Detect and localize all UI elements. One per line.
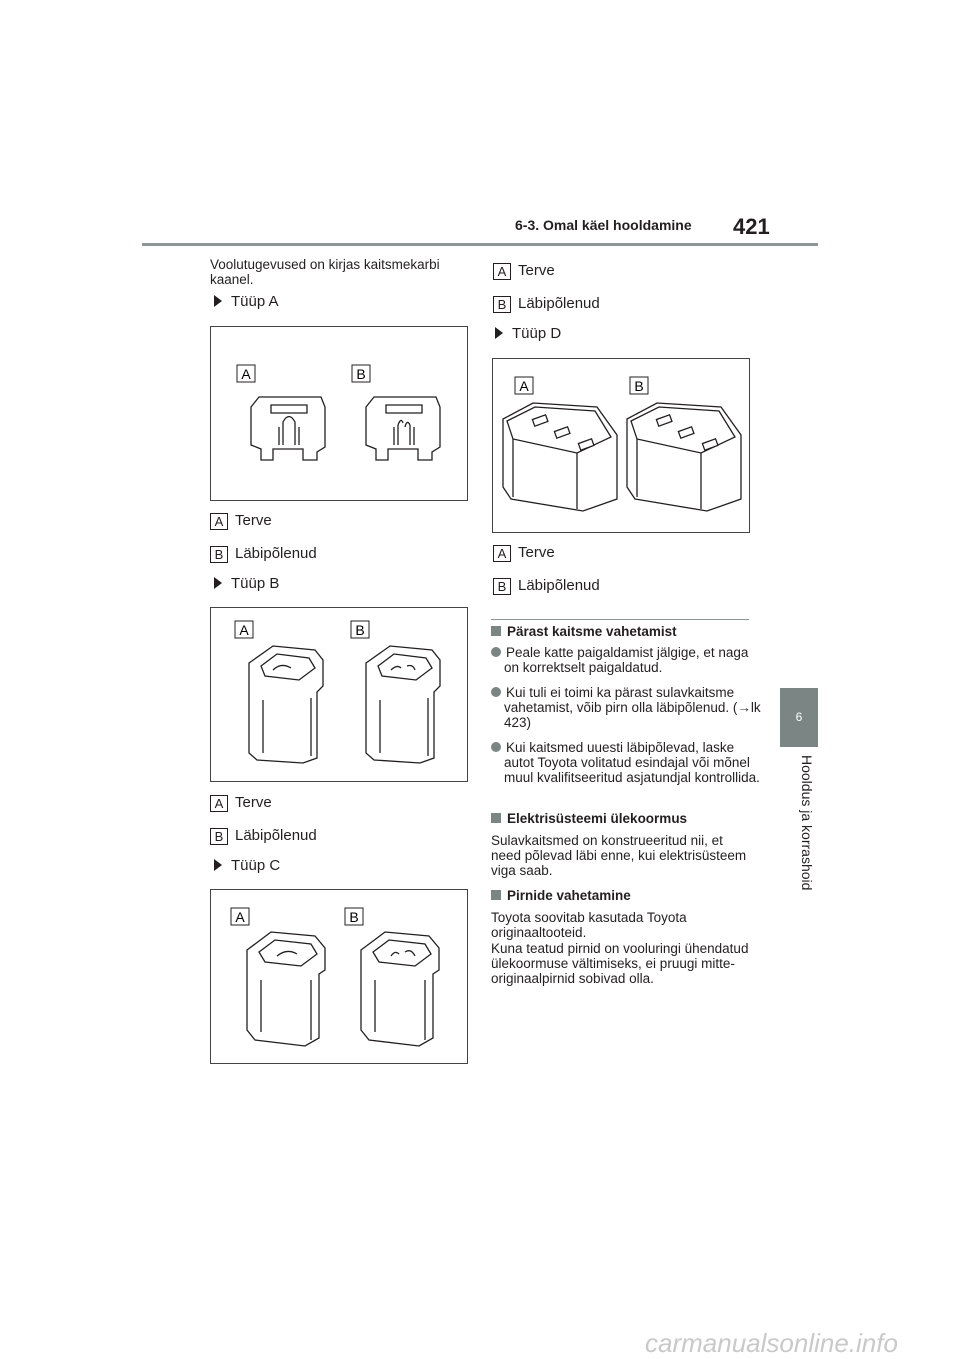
type-b-ok: A Terve — [210, 794, 272, 812]
watermark[interactable]: carmanualsonline.info — [645, 1328, 898, 1358]
type-a-heading: Tüüp A — [214, 293, 279, 310]
fig-label-a: A — [241, 366, 251, 382]
triangle-bullet-icon — [214, 295, 222, 307]
type-d-figure — [492, 358, 750, 533]
note-bullet-2: Kui tuli ei toimi ka pärast sulavkaitsme vahetamist, võib pirn olla läbipõlenud. (→lk 423) — [491, 685, 764, 730]
cartridge-fuse-illustration — [211, 608, 467, 781]
bullet-dot-icon — [491, 687, 501, 697]
notes-rule — [491, 619, 749, 620]
svg-text:A: A — [235, 909, 245, 925]
box-fuse-illustration — [493, 359, 749, 532]
square-bullet-icon — [491, 626, 501, 636]
cartridge-fuse-illustration — [211, 890, 467, 1063]
type-d-ok: A Terve — [493, 544, 555, 562]
type-c-figure — [210, 889, 468, 1064]
fig-label-b: B — [356, 366, 366, 382]
square-bullet-icon — [491, 813, 501, 823]
square-bullet-icon — [491, 890, 501, 900]
svg-text:A: A — [239, 622, 249, 638]
note-overload-text: Sulavkaitsmed on konstrueeritud nii, et need põlevad läbi enne, kui elektrisüsteem viga saab. — [491, 833, 747, 878]
type-b-heading: Tüüp B — [214, 575, 279, 592]
type-a-figure — [210, 326, 468, 501]
type-c-blown: B Läbipõlenud — [493, 295, 600, 313]
type-c-heading: Tüüp C — [214, 857, 280, 874]
note-bullet-1: Peale katte paigaldamist jälgige, et naga on korrektselt paigaldatud. — [491, 645, 764, 675]
page-number: 421 — [733, 214, 770, 239]
chapter-tab[interactable]: 6 — [780, 688, 818, 747]
triangle-bullet-icon — [214, 577, 222, 589]
triangle-bullet-icon — [214, 859, 222, 871]
type-a-ok: A Terve — [210, 512, 272, 530]
type-d-heading: Tüüp D — [495, 325, 561, 342]
type-b-blown: B Läbipõlenud — [210, 827, 317, 845]
svg-text:A: A — [519, 378, 529, 394]
triangle-bullet-icon — [495, 327, 503, 339]
note-heading-bulbs: Pirnide vahetamine — [491, 888, 631, 903]
blade-fuse-illustration — [211, 327, 467, 500]
intro-text: Voolutugevused on kirjas kaitsmekarbi kaanel. — [210, 257, 440, 287]
type-c-ok: A Terve — [493, 262, 555, 280]
bullet-dot-icon — [491, 647, 501, 657]
header-rule — [142, 243, 818, 246]
svg-text:B: B — [634, 378, 644, 394]
bullet-dot-icon — [491, 742, 501, 752]
chapter-title: Hooldus ja korrashoid — [799, 755, 815, 891]
svg-text:B: B — [349, 909, 359, 925]
note-heading-after-replace: Pärast kaitsme vahetamist — [491, 624, 677, 639]
section-title: 6-3. Omal käel hooldamine — [515, 217, 692, 233]
note-bulbs-text-1: Toyota soovitab kasutada Toyota originaaltooteid. — [491, 910, 687, 940]
type-a-blown: B Läbipõlenud — [210, 545, 317, 563]
note-heading-overload: Elektrisüsteemi ülekoormus — [491, 811, 687, 826]
svg-text:B: B — [355, 622, 365, 638]
note-bullet-3: Kui kaitsmed uuesti läbipõlevad, laske autot Toyota volitatud esindajal või mõnel muul kvalifitseeritud asjatundjal kontrollida. — [491, 740, 764, 785]
note-bulbs-text-2: Kuna teatud pirnid on vooluringi ühendatud ülekoormuse vältimiseks, ei pruugi mitte-originaalpirnid sobivad olla. — [491, 941, 749, 986]
type-b-figure — [210, 607, 468, 782]
type-d-blown: B Läbipõlenud — [493, 577, 600, 595]
